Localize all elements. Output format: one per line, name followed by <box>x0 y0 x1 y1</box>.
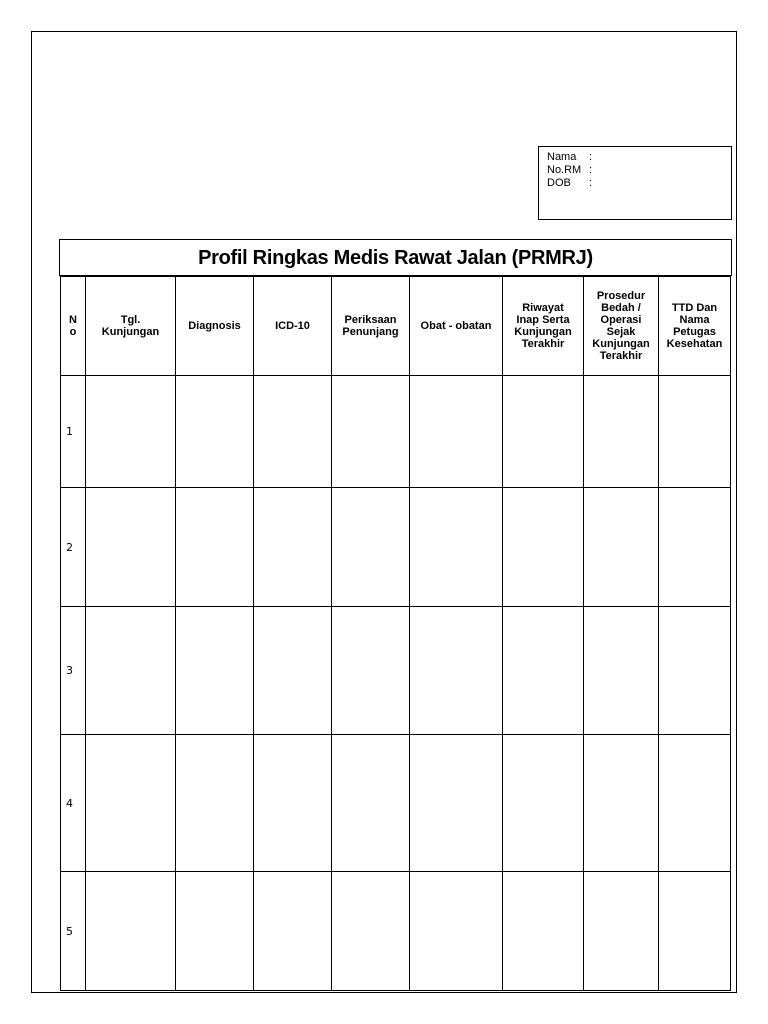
column-header-1: Tgl. Kunjungan <box>86 277 176 376</box>
column-header-0: N o <box>61 277 86 376</box>
table-cell <box>254 376 332 488</box>
table-cell <box>659 735 731 872</box>
table-cell <box>584 488 659 607</box>
row-number: 2 <box>61 488 86 607</box>
table-cell <box>332 735 410 872</box>
table-cell <box>176 376 254 488</box>
column-header-7: Prosedur Bedah / Operasi Sejak Kunjungan Terakhir <box>584 277 659 376</box>
table-cell <box>410 488 503 607</box>
row-number: 3 <box>61 607 86 735</box>
column-header-8: TTD Dan Nama Petugas Kesehatan <box>659 277 731 376</box>
table-cell <box>254 735 332 872</box>
table-row <box>61 376 731 488</box>
table-cell <box>254 488 332 607</box>
table-cell <box>86 488 176 607</box>
table-cell <box>503 376 584 488</box>
table-cell <box>410 607 503 735</box>
patient-dob-colon: : <box>589 177 593 189</box>
table-cell <box>254 607 332 735</box>
table-cell <box>659 607 731 735</box>
table-row <box>61 607 731 735</box>
table-cell <box>503 872 584 991</box>
table-cell <box>584 872 659 991</box>
table-cell <box>332 376 410 488</box>
patient-dob-label: DOB <box>547 177 571 189</box>
table-cell <box>659 872 731 991</box>
table-cell <box>584 376 659 488</box>
form-title: Profil Ringkas Medis Rawat Jalan (PRMRJ) <box>59 239 732 276</box>
table-cell <box>332 872 410 991</box>
table-cell <box>254 872 332 991</box>
table-cell <box>176 488 254 607</box>
table-header-row <box>61 277 731 376</box>
table-cell <box>410 872 503 991</box>
table-cell <box>86 735 176 872</box>
patient-rm-label: No.RM <box>547 164 582 176</box>
table-cell <box>176 735 254 872</box>
table-cell <box>86 376 176 488</box>
table-cell <box>332 488 410 607</box>
table-cell <box>86 872 176 991</box>
table-cell <box>410 376 503 488</box>
patient-name-row <box>547 151 723 164</box>
table-body <box>61 376 731 991</box>
column-header-4: Periksaan Penunjang <box>332 277 410 376</box>
patient-dob-row <box>547 177 723 190</box>
table-cell <box>176 872 254 991</box>
patient-name-label: Nama <box>547 151 577 163</box>
table-row <box>61 488 731 607</box>
table-cell <box>176 607 254 735</box>
row-number: 4 <box>61 735 86 872</box>
row-number: 5 <box>61 872 86 991</box>
row-number: 1 <box>61 376 86 488</box>
table-row <box>61 872 731 991</box>
column-header-2: Diagnosis <box>176 277 254 376</box>
visit-table <box>60 276 731 991</box>
table-cell <box>503 735 584 872</box>
table-cell <box>410 735 503 872</box>
patient-rm-row <box>547 164 723 177</box>
column-header-6: Riwayat Inap Serta Kunjungan Terakhir <box>503 277 584 376</box>
column-header-3: ICD-10 <box>254 277 332 376</box>
table-row <box>61 735 731 872</box>
table-cell <box>503 607 584 735</box>
table-cell <box>584 735 659 872</box>
table-cell <box>659 488 731 607</box>
table-cell <box>584 607 659 735</box>
patient-name-colon: : <box>589 151 593 163</box>
table-cell <box>503 488 584 607</box>
column-header-5: Obat - obatan <box>410 277 503 376</box>
patient-info-box <box>538 146 732 220</box>
table-cell <box>659 376 731 488</box>
patient-rm-colon: : <box>589 164 593 176</box>
table-cell <box>332 607 410 735</box>
table-cell <box>86 607 176 735</box>
